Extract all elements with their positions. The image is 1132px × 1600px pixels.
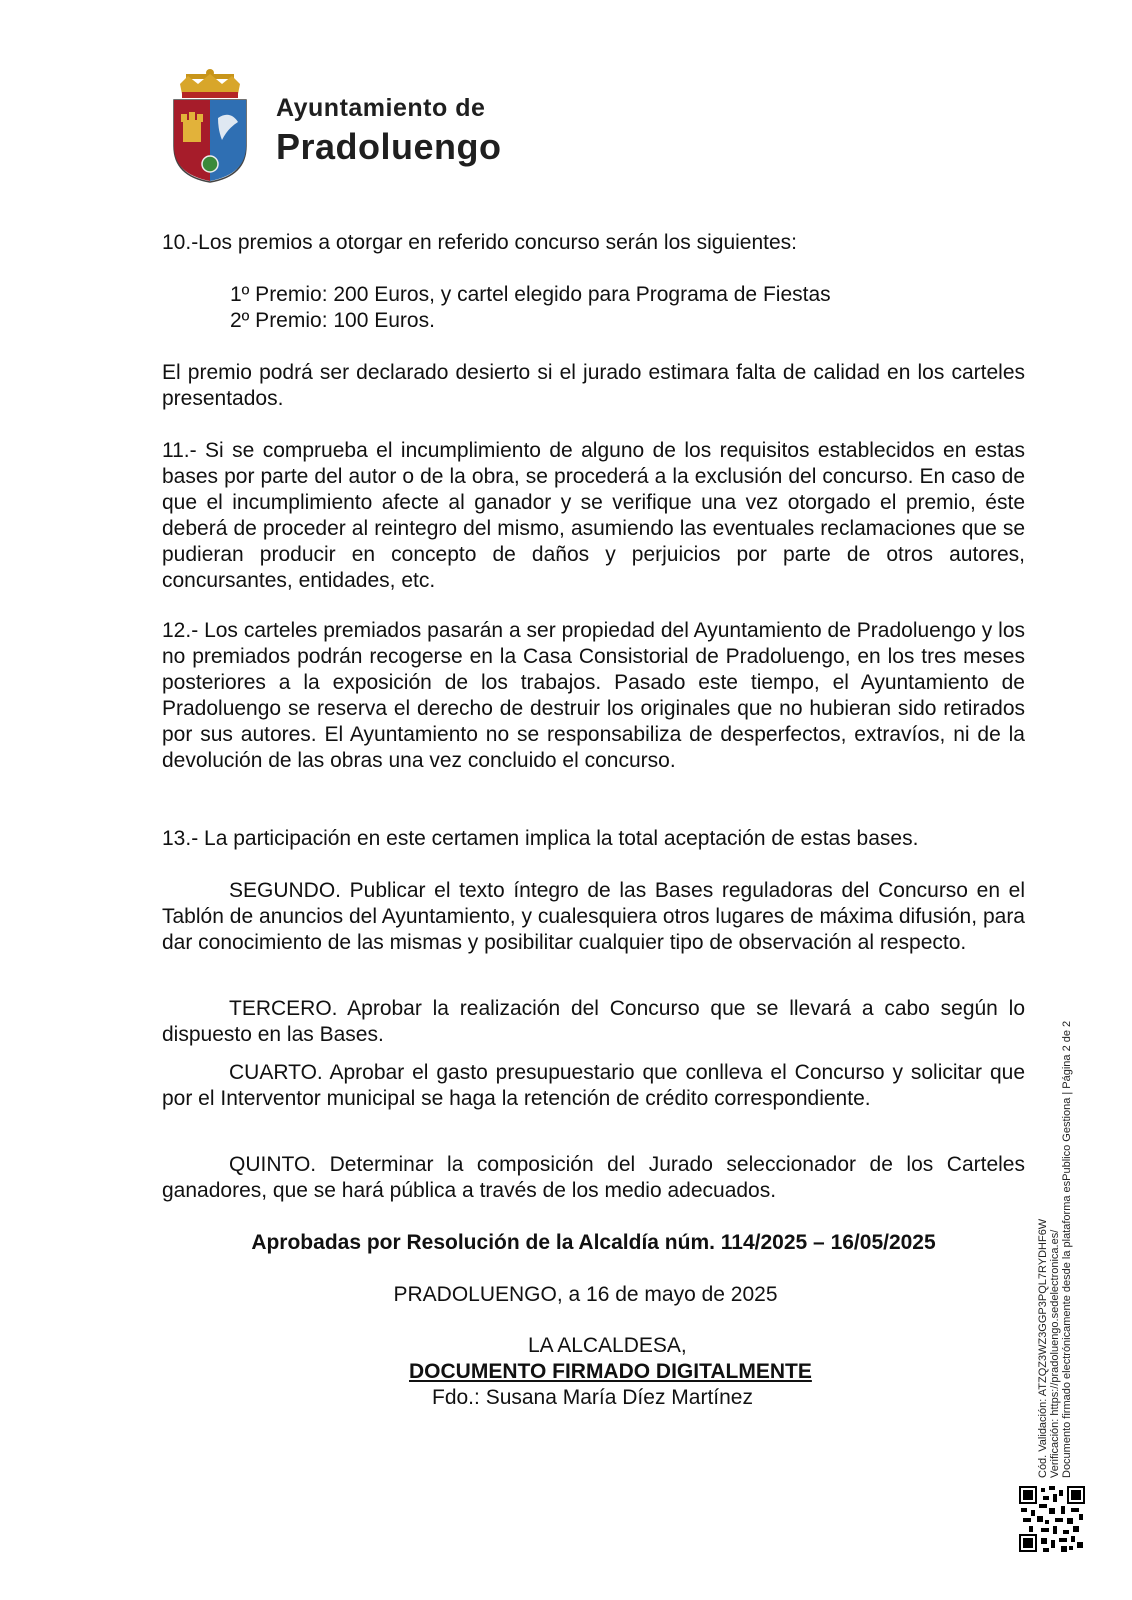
resolution-cuarto: CUARTO. Aprobar el gasto presupuestario que conlleva el Concurso y solicitar que por el Interventor municipal se haga la retención de crédito correspondiente. [162, 1061, 1025, 1110]
org-name-line2: Pradoluengo [276, 126, 502, 167]
signed-digitally-note: DOCUMENTO FIRMADO DIGITALMENTE [409, 1360, 812, 1383]
qr-code-icon [1019, 1486, 1085, 1552]
section-11: 11.- Si se comprueba el incumplimiento de alguno de los requisitos establecidos en estas bases por parte del autor o de la obra, se procederá a la exclusión del concurso. En caso de que el incumplimiento afecte al ganador y se verifique una vez otorgado el premio, éste deberá de proceder al reintegro del mismo, asumiendo las eventuales reclamaciones que se pudieran producir en concepto de daños y perjuicios por parte de otros autores, concursantes, entidades, etc. [162, 439, 1025, 592]
resolution-tercero: TERCERO. Aprobar la realización del Concurso que se llevará a cabo según lo dispuesto en las Bases. [162, 997, 1025, 1046]
section-13: 13.- La participación en este certamen implica la total aceptación de estas bases. [162, 827, 919, 850]
resolution-quinto: QUINTO. Determinar la composición del Jurado seleccionador de los Carteles ganadores, que se hará pública a través de los medio adecuados. [162, 1153, 1025, 1202]
org-name-line1: Ayuntamiento de [276, 94, 486, 122]
document-body [162, 230, 1025, 1420]
platform-note: Documento firmado electrónicamente desde la plataforma esPublico Gestiona | Página 2 de 2 [1061, 1020, 1073, 1478]
place-date: PRADOLUENGO, a 16 de mayo de 2025 [393, 1283, 778, 1306]
validation-code: Cód. Validación: ATZQZ3WZ3GGP3PQL7RYDHF6W [1037, 1218, 1049, 1478]
verification-url[interactable]: Verificación: https://pradoluengo.sedelectronica.es/ [1049, 1229, 1061, 1478]
signer-role: LA ALCALDESA, [528, 1334, 687, 1357]
prize-1: 1º Premio: 200 Euros, y cartel elegido para Programa de Fiestas [230, 283, 831, 306]
signer-name: Fdo.: Susana María Díez Martínez [432, 1386, 753, 1409]
section-10-intro: 10.-Los premios a otorgar en referido concurso serán los siguientes: [162, 231, 798, 254]
desert-clause: El premio podrá ser declarado desierto si el jurado estimara falta de calidad en los carteles presentados. [162, 361, 1025, 410]
document-header [168, 68, 588, 188]
validation-sidebar [1037, 958, 1079, 1478]
coat-of-arms-icon [168, 68, 252, 184]
resolution-segundo: SEGUNDO. Publicar el texto íntegro de las Bases reguladoras del Concurso en el Tablón de anuncios del Ayuntamiento, y cualesquiera otros lugares de máxima difusión, para dar conocimiento de las mismas y posibilitar cualquier tipo de observación al respecto. [162, 879, 1025, 954]
prize-2: 2º Premio: 100 Euros. [230, 309, 435, 332]
section-12: 12.- Los carteles premiados pasarán a ser propiedad del Ayuntamiento de Pradoluengo y los no premiados podrán recogerse en la Casa Consistorial de Pradoluengo, en los tres meses posteriores a la exposición de los trabajos. Pasado este tiempo, el Ayuntamiento de Pradoluengo se reserva el derecho de destruir los originales que no hubieran sido retirados por sus autores. El Ayuntamiento no se responsabiliza de desperfectos, extravíos, ni de la devolución de las obras una vez concluido el concurso. [162, 619, 1025, 772]
approval-line: Aprobadas por Resolución de la Alcaldía núm. 114/2025 – 16/05/2025 [251, 1231, 936, 1254]
